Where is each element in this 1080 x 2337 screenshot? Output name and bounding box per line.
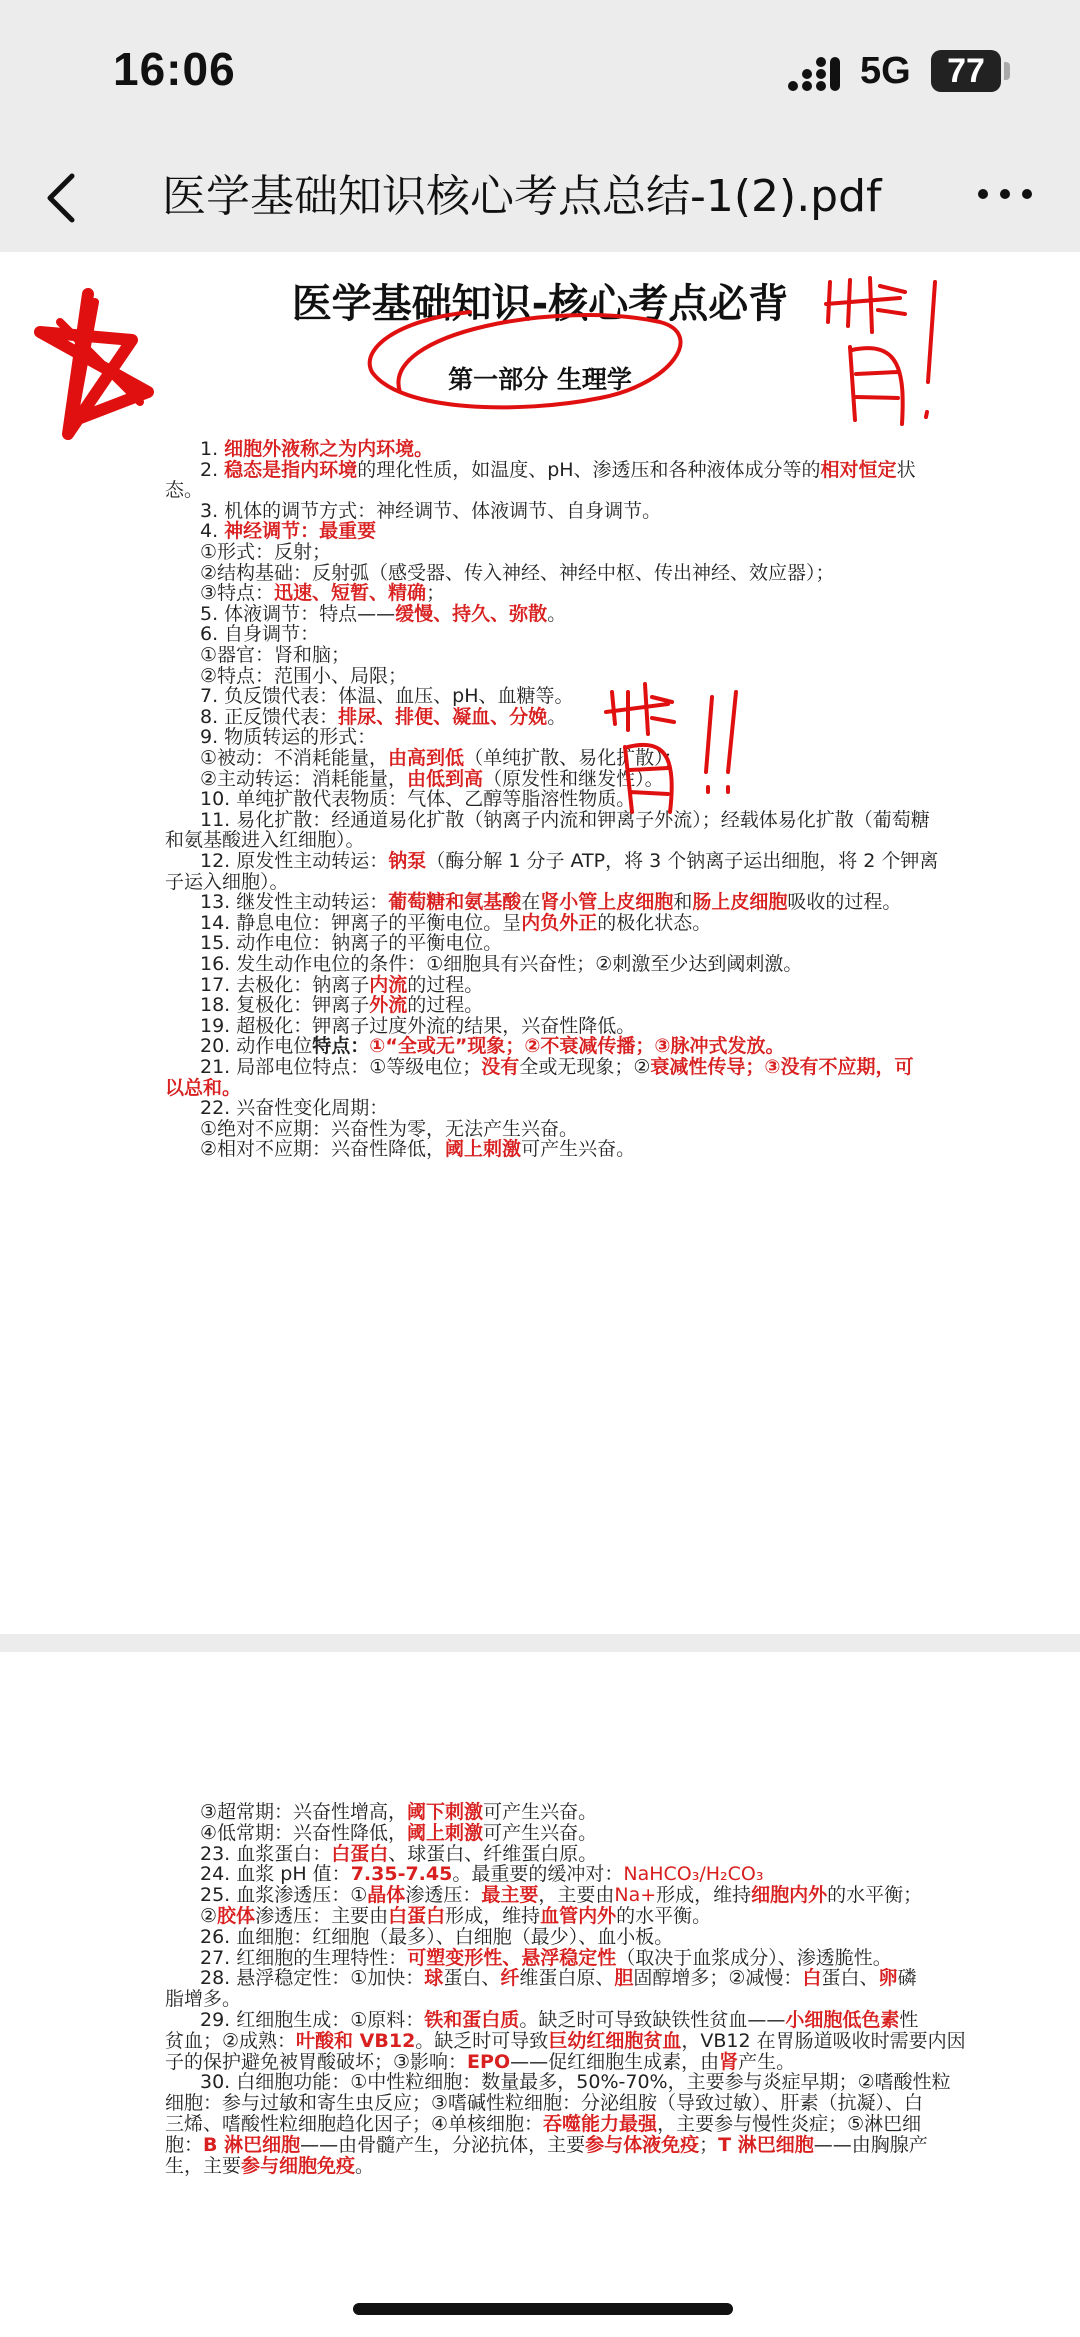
text-segment: 子的保护避免被胃酸破坏；③影响： <box>165 2050 468 2073</box>
text-segment: ； <box>426 582 446 605</box>
text-segment: 10. 单纯扩散代表物质：气体、乙醇等脂溶性物质。 <box>200 788 636 811</box>
more-options-icon[interactable] <box>975 186 1035 202</box>
text-segment: 吞噬能力最强 <box>543 2113 658 2135</box>
text-segment: 相对恒定 <box>820 458 897 481</box>
text-segment: 的过程。 <box>407 994 484 1017</box>
text-segment: 胆 <box>614 1967 634 1990</box>
text-segment: ，主要由 <box>538 1884 615 1907</box>
text-segment: ②特点：范围小、局限； <box>200 664 408 687</box>
text-segment: ①器官：肾和脑； <box>200 644 351 666</box>
text-segment: ①绝对不应期：兴奋性为零，无法产生兴奋。 <box>200 1117 579 1140</box>
network-type: 5G <box>860 50 911 92</box>
text-segment: 肾小管上皮细胞 <box>540 891 674 914</box>
text-segment: ③超常期：兴奋性增高， <box>200 1801 408 1823</box>
text-segment: （酶分解 1 分子 ATP，将 3 个钠离子运出细胞，将 2 个钾离 <box>426 850 939 872</box>
text-segment: 白蛋白 <box>388 1905 446 1927</box>
text-segment: 内负外正 <box>521 911 598 934</box>
text-segment: 7. 负反馈代表：体温、血压、pH、血糖等。 <box>200 685 574 708</box>
text-segment: 和氨基酸进入红细胞）。 <box>165 829 365 852</box>
text-segment: 迅速、短暂、精确 <box>274 582 427 605</box>
text-segment: 外流 <box>369 994 408 1017</box>
text-segment: 阈上刺激 <box>407 1821 484 1844</box>
text-segment: 可塑变形性、悬浮稳定性 <box>407 1946 617 1969</box>
text-segment: 可产生兴奋。 <box>521 1138 636 1161</box>
text-segment: 渗透压：主要由 <box>255 1905 389 1927</box>
text-segment: 的水平衡。 <box>616 1905 712 1927</box>
text-segment: 阈上刺激 <box>445 1138 522 1161</box>
text-segment: 胞： <box>165 2133 204 2156</box>
text-segment: 缓慢、持久、弥散 <box>395 602 548 625</box>
text-segment: 7.35-7.45 <box>350 1863 453 1886</box>
text-line <box>200 1134 950 1161</box>
text-segment: ——由骨髓产生，分泌抗体，主要 <box>300 2133 586 2156</box>
text-segment: 11. 易化扩散：经通道易化扩散（钠离子内流和钾离子外流）；经载体易化扩散（葡萄糖 <box>200 808 930 831</box>
text-segment: 子运入细胞）。 <box>165 870 289 893</box>
text-segment: 没有 <box>481 1056 520 1078</box>
text-segment: 9. 物质转运的形式： <box>200 726 377 749</box>
text-segment: 渗透压： <box>405 1884 482 1907</box>
text-segment: 28. 悬浮稳定性：①加快： <box>200 1967 425 1990</box>
text-segment: 19. 超极化：钾离子过度外流的结果，兴奋性降低。 <box>200 1014 636 1037</box>
text-segment: （原发性和继发性）。 <box>483 767 664 790</box>
text-segment: 。 <box>547 705 567 728</box>
text-segment: 钠泵 <box>388 850 427 872</box>
text-segment: 球 <box>424 1967 444 1990</box>
text-segment: Na+ <box>614 1884 657 1907</box>
text-segment: 特点： <box>312 1035 370 1058</box>
text-segment: ——由胸腺产 <box>813 2133 928 2156</box>
text-segment: 胶体 <box>217 1905 256 1927</box>
text-segment: 细胞内外 <box>751 1884 828 1907</box>
text-segment: ； <box>699 2133 719 2156</box>
document-title: 医学基础知识核心考点总结-1(2).pdf <box>162 171 882 222</box>
text-segment: 最主要 <box>481 1884 539 1907</box>
text-segment: 贫血；②成熟： <box>165 2029 297 2052</box>
text-segment: ④低常期：兴奋性降低， <box>200 1821 408 1844</box>
text-segment: 蛋白、 <box>443 1967 501 1990</box>
text-segment: ② <box>200 1905 218 1927</box>
text-segment: 衰减性传导；③没有不应期，可 <box>650 1056 914 1078</box>
text-segment: 全或无现象；② <box>519 1056 651 1078</box>
text-segment: 以总和。 <box>165 1076 242 1099</box>
text-segment: 21. 局部电位特点：①等级电位； <box>200 1056 482 1078</box>
text-segment: 3. 机体的调节方式：神经调节、体液调节、自身调节。 <box>200 499 662 522</box>
text-segment: ①“全或无”现象；②不衰减传播；③脉冲式发放。 <box>369 1035 785 1058</box>
text-segment: 维蛋白原、 <box>519 1967 615 1990</box>
text-segment: 三烯、嗜酸性粒细胞趋化因子；④单核细胞： <box>165 2113 544 2135</box>
text-segment: 。最重要的缓冲对： <box>452 1863 624 1886</box>
text-segment: 态。 <box>165 479 204 502</box>
text-segment: 。缺乏时可导致 <box>415 2029 549 2052</box>
text-segment: 、球蛋白、纤维蛋白原。 <box>388 1842 598 1865</box>
back-chevron-icon[interactable] <box>40 168 90 228</box>
text-segment: 可产生兴奋。 <box>483 1801 598 1823</box>
text-segment: 晶体 <box>367 1884 406 1907</box>
text-segment: 18. 复极化：钾离子 <box>200 994 370 1017</box>
text-segment: 16. 发生动作电位的条件：①细胞具有兴奋性；②刺激至少达到阈刺激。 <box>200 953 803 975</box>
text-segment: 的水平衡； <box>827 1884 923 1907</box>
text-segment: 固醇增多；②减慢： <box>633 1967 803 1990</box>
text-segment: 肾 <box>719 2050 739 2073</box>
text-segment: 12. 原发性主动转运： <box>200 850 389 872</box>
text-segment: 叶酸和 VB12 <box>296 2029 416 2052</box>
text-segment: 纤 <box>500 1967 520 1990</box>
text-segment: （取决于血浆成分）、渗透脆性。 <box>616 1946 892 1969</box>
text-segment: ，主要参与慢性炎症；⑤淋巴细 <box>657 2113 922 2135</box>
text-segment: 的极化状态。 <box>597 911 712 934</box>
text-segment: ①形式：反射； <box>200 541 332 563</box>
text-segment: 24. 血浆 pH 值： <box>200 1863 351 1886</box>
text-segment: 生，主要 <box>165 2154 242 2177</box>
text-segment: 15. 动作电位：钠离子的平衡电位。 <box>200 932 503 955</box>
text-segment: 17. 去极化：钠离子 <box>200 973 370 996</box>
text-segment: B 淋巴细胞 <box>203 2133 301 2156</box>
text-segment: 吸收的过程。 <box>787 891 902 914</box>
text-segment: 6. 自身调节： <box>200 623 320 646</box>
text-segment: 铁和蛋白质 <box>424 2009 520 2031</box>
text-segment: 形成，维持 <box>445 1905 541 1927</box>
text-segment: 27. 红细胞的生理特性： <box>200 1946 408 1969</box>
pdf-page-1 <box>0 252 1080 1634</box>
text-segment: ②主动转运：消耗能量， <box>200 767 408 790</box>
text-segment: 的理化性质，如温度、pH、渗透压和各种液体成分等的 <box>357 458 821 481</box>
text-segment: 形成，维持 <box>656 1884 752 1907</box>
text-segment: ——促红细胞生成素，由 <box>510 2050 720 2073</box>
text-line <box>165 2151 915 2178</box>
text-segment: 由高到低 <box>388 747 465 769</box>
text-segment: 30. 白细胞功能：①中性粒细胞：数量最多，50%-70%，主要参与炎症早期；②嗜酸性粒 <box>200 2071 951 2094</box>
text-segment: 白 <box>802 1967 822 1990</box>
text-segment: 细胞外液称之为内环境。 <box>224 438 434 460</box>
status-time: 16:06 <box>113 43 236 95</box>
text-segment: 。缺乏时可导致缺铁性贫血—— <box>519 2009 786 2031</box>
text-segment: （单纯扩散、易化扩散）； <box>464 747 683 769</box>
text-segment: 20. 动作电位 <box>200 1035 313 1058</box>
text-segment: 血管内外 <box>540 1905 617 1927</box>
text-segment: 。 <box>355 2154 375 2177</box>
text-segment: 22. 兴奋性变化周期： <box>200 1097 389 1120</box>
text-segment: 14. 静息电位：钾离子的平衡电位。呈 <box>200 911 522 934</box>
cellular-signal-icon <box>787 55 847 93</box>
doc-heading: 医学基础知识-核心考点必背 <box>291 281 789 327</box>
text-segment: 13. 继发性主动转运： <box>200 891 389 914</box>
text-segment: 葡萄糖和氨基酸 <box>388 891 522 914</box>
home-indicator[interactable] <box>353 2303 733 2315</box>
text-segment: 肠上皮细胞 <box>692 891 788 914</box>
text-segment: EPO <box>467 2050 511 2073</box>
text-segment: 排尿、排便、凝血、分娩 <box>338 705 548 728</box>
text-segment: 内流 <box>369 973 408 996</box>
nav-bar <box>0 140 1080 250</box>
text-segment: 4. <box>200 520 225 543</box>
text-segment: T 淋巴细胞 <box>718 2133 814 2156</box>
text-segment: 状 <box>896 458 916 481</box>
pdf-page-2 <box>0 1652 1080 2337</box>
text-segment: 由低到高 <box>407 767 484 790</box>
battery-nub <box>1004 62 1010 80</box>
text-segment: 卵 <box>878 1967 898 1990</box>
text-segment: ，VB12 在胃肠道吸收时需要内因 <box>681 2029 966 2052</box>
text-segment: 产生。 <box>738 2050 796 2073</box>
text-segment: 细胞：参与过敏和寄生虫反应；③嗜碱性粒细胞：分泌组胺（导致过敏）、肝素（抗凝）、白 <box>165 2092 924 2115</box>
text-segment: 可产生兴奋。 <box>483 1821 598 1844</box>
section-heading: 第一部分 生理学 <box>448 365 632 394</box>
battery-icon <box>931 50 1001 92</box>
text-segment: 性 <box>899 2009 919 2031</box>
text-segment: 的过程。 <box>407 973 484 996</box>
text-segment: 29. 红细胞生成：①原料： <box>200 2009 425 2031</box>
text-segment: ①被动：不消耗能量， <box>200 747 389 769</box>
text-segment: 23. 血浆蛋白： <box>200 1842 332 1865</box>
text-segment: 蛋白、 <box>821 1967 879 1990</box>
text-segment: 脂增多。 <box>165 1988 242 2011</box>
text-segment: 白蛋白 <box>331 1842 389 1865</box>
text-segment: 1. <box>200 438 225 460</box>
text-segment: 在 <box>521 891 541 914</box>
text-segment: 巨幼红细胞贫血 <box>548 2029 682 2052</box>
text-segment: ③特点： <box>200 582 275 605</box>
text-segment: ②结构基础：反射弧（感受器、传入神经、神经中枢、传出神经、效应器）； <box>200 561 835 584</box>
text-segment: 参与细胞免疫 <box>241 2154 356 2177</box>
text-segment: 25. 血浆渗透压：① <box>200 1884 368 1907</box>
battery-level: 77 <box>947 52 985 90</box>
text-segment: 参与体液免疫 <box>585 2133 700 2156</box>
text-segment: 磷 <box>897 1967 917 1990</box>
text-segment: 。 <box>547 602 567 625</box>
text-segment: 小细胞低色素 <box>785 2009 900 2031</box>
text-segment: ②相对不应期：兴奋性降低， <box>200 1138 446 1161</box>
text-segment: 神经调节：最重要 <box>224 520 377 543</box>
text-segment: 5. 体液调节：特点—— <box>200 602 396 625</box>
text-segment: 26. 血细胞：红细胞（最多）、白细胞（最少）、血小板。 <box>200 1925 674 1948</box>
text-segment: 和 <box>673 891 693 914</box>
text-segment: 2. <box>200 458 225 481</box>
text-segment: 阈下刺激 <box>407 1801 484 1823</box>
text-segment: 稳态是指内环境 <box>224 458 358 481</box>
status-bar <box>0 0 1080 140</box>
text-segment: NaHCO₃/H₂CO₃ <box>623 1863 764 1886</box>
text-segment: 8. 正反馈代表： <box>200 705 339 728</box>
